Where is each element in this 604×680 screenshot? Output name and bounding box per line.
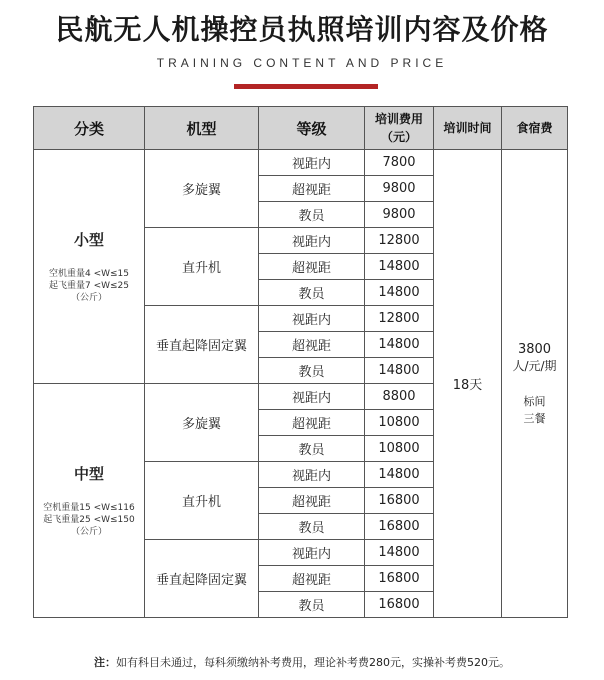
footnote (0, 654, 604, 670)
model-cell: 多旋翼 (145, 384, 259, 462)
price-table (33, 106, 568, 618)
header-fee-line2: （元） (380, 130, 417, 144)
model-cell: 直升机 (145, 462, 259, 540)
price-cell: 7800 (365, 150, 434, 176)
price-cell: 16800 (365, 592, 434, 618)
meals-price: 3800 (517, 341, 552, 357)
footnote-text: 如有科目未通过，每科须缴纳补考费用，理论补考费280元，实操补考费520元。 (116, 656, 510, 669)
title-divider (234, 84, 378, 89)
price-cell: 16800 (365, 488, 434, 514)
level-cell: 超视距 (259, 410, 365, 436)
model-cell: 垂直起降固定翼 (145, 540, 259, 618)
table-body (34, 150, 568, 618)
category-cell (34, 384, 145, 618)
category-spec-empty: 空机重量4 <W≤15 (48, 269, 130, 279)
level-cell: 视距内 (259, 462, 365, 488)
header-meals: 食宿费 (502, 107, 568, 150)
header-fee-line1: 培训费用 (374, 112, 423, 126)
header-level: 等级 (259, 107, 365, 150)
meals-room: 标间 (523, 394, 546, 408)
price-cell: 14800 (365, 358, 434, 384)
category-name: 中型 (73, 465, 104, 483)
meals-unit: 人/元/期 (512, 358, 557, 373)
page-title: 民航无人机操控员执照培训内容及价格 (55, 13, 549, 46)
level-cell: 视距内 (259, 228, 365, 254)
header-duration: 培训时间 (434, 107, 502, 150)
level-cell: 超视距 (259, 332, 365, 358)
price-cell: 10800 (365, 410, 434, 436)
model-cell: 垂直起降固定翼 (145, 306, 259, 384)
level-cell: 教员 (259, 436, 365, 462)
price-cell: 10800 (365, 436, 434, 462)
level-cell: 视距内 (259, 384, 365, 410)
category-cell (34, 150, 145, 384)
model-cell: 直升机 (145, 228, 259, 306)
price-cell: 14800 (365, 280, 434, 306)
category-spec-takeoff: 起飞重量25 <W≤150 (43, 515, 135, 525)
level-cell: 超视距 (259, 176, 365, 202)
meals-cell (502, 150, 568, 618)
price-cell: 12800 (365, 306, 434, 332)
level-cell: 超视距 (259, 488, 365, 514)
level-cell: 教员 (259, 358, 365, 384)
table-header (34, 107, 568, 150)
price-cell: 14800 (365, 254, 434, 280)
level-cell: 教员 (259, 514, 365, 540)
price-cell: 8800 (365, 384, 434, 410)
level-cell: 视距内 (259, 540, 365, 566)
price-cell: 16800 (365, 514, 434, 540)
level-cell: 视距内 (259, 306, 365, 332)
category-name: 小型 (73, 231, 104, 249)
price-cell: 14800 (365, 540, 434, 566)
level-cell: 视距内 (259, 150, 365, 176)
table-row (34, 150, 568, 176)
header-fee (365, 107, 434, 150)
level-cell: 超视距 (259, 254, 365, 280)
page-subtitle: TRAINING CONTENT AND PRICE (156, 56, 448, 70)
model-cell: 多旋翼 (145, 150, 259, 228)
level-cell: 超视距 (259, 566, 365, 592)
price-cell: 14800 (365, 462, 434, 488)
category-spec-takeoff: 起飞重量7 <W≤25 (48, 281, 130, 291)
header-model: 机型 (145, 107, 259, 150)
duration-cell: 18天 (434, 150, 502, 618)
category-unit: （公斤） (70, 527, 107, 537)
level-cell: 教员 (259, 280, 365, 306)
price-cell: 9800 (365, 176, 434, 202)
level-cell: 教员 (259, 592, 365, 618)
meals-food: 三餐 (523, 411, 546, 425)
footnote-label: 注： (94, 656, 116, 669)
price-cell: 12800 (365, 228, 434, 254)
header-category: 分类 (34, 107, 145, 150)
category-unit: （公斤） (70, 293, 107, 303)
price-cell: 16800 (365, 566, 434, 592)
price-cell: 9800 (365, 202, 434, 228)
category-spec-empty: 空机重量15 <W≤116 (43, 503, 135, 513)
level-cell: 教员 (259, 202, 365, 228)
price-cell: 14800 (365, 332, 434, 358)
